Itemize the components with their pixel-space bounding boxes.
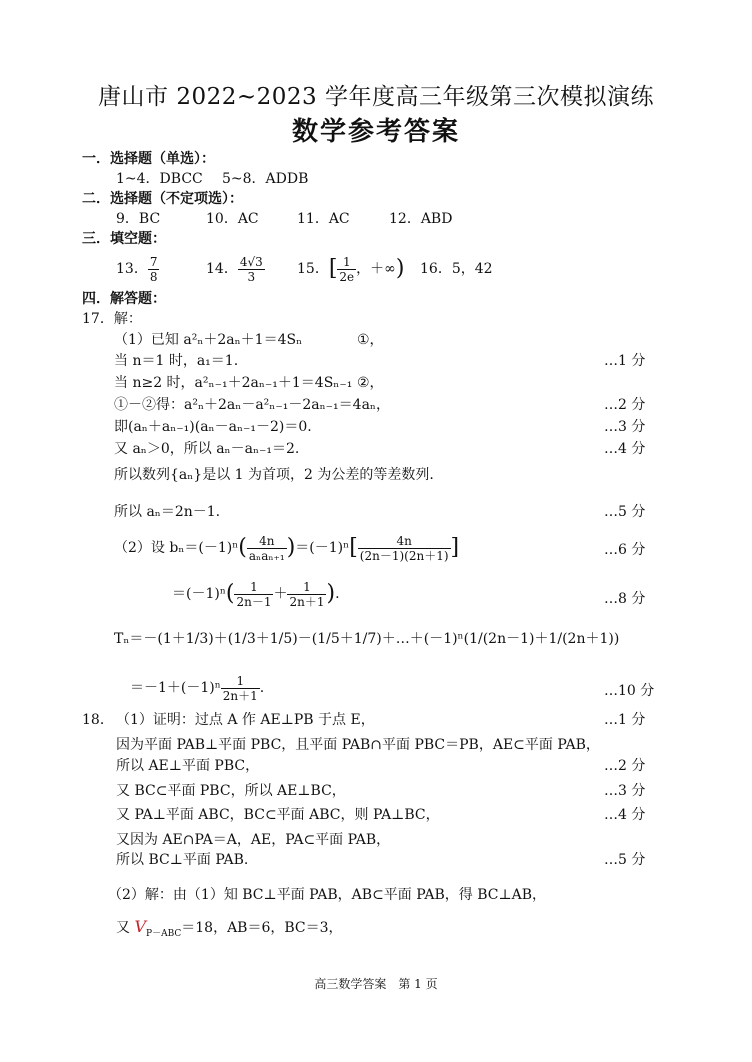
p17-tn-result: ＝－1＋(－1)ⁿ [130,680,221,696]
fraction-numerator: 1 [234,580,273,595]
score-18-1: …1 分 [604,712,646,728]
fraction-denominator: aₙaₙ₊₁ [248,548,285,563]
p18-line-4: 又 BC⊂平面 PBC，所以 AE⊥BC， [116,783,346,799]
p18-line-9-rest: ＝18，AB＝6，BC＝3， [181,920,343,936]
answer-10: 10．AC [206,211,259,227]
score-17-6: …6 分 [604,542,646,558]
answer-14-label: 14． [206,261,238,277]
p17-line-7: 所以数列{aₙ}是以 1 为首项，2 为公差的等差数列. [114,467,434,483]
fraction-denominator: 2n＋1 [289,594,325,609]
p17-frac-1 [247,534,287,563]
p17-bn-def: （2）设 bₙ＝(－1)ⁿ [114,540,239,556]
p18-line-9-prefix: 又 [116,920,135,936]
p17-line-9 [114,530,459,566]
score-17-4: …4 分 [604,441,646,457]
score-17-3: …3 分 [604,419,646,435]
p17-frac-4 [287,580,326,609]
p17-line-4: ①－②得：a²ₙ＋2aₙ－a²ₙ₋₁－2aₙ₋₁＝4aₙ， [114,397,390,413]
answer-12: 12．ABD [389,211,453,227]
section-multi-choice: 二．选择题（不定项选）： [82,191,243,207]
p18-line-5: 又 PA⊥平面 ABC，BC⊂平面 ABC，则 PA⊥BC， [116,807,440,823]
p18-line-1: （1）证明：过点 A 作 AE⊥PB 于点 E， [116,712,375,728]
p17-line-1-mark: ①， [357,332,384,348]
p17-frac-5 [221,674,260,703]
period: . [335,586,340,602]
left-bracket-icon: [ [328,256,338,281]
right-paren-icon: ) [395,256,405,281]
fraction-numerator: 1 [287,580,326,595]
p18-line-7: 所以 BC⊥平面 PAB. [116,852,249,868]
p17-bn-eq: ＝(－1)ⁿ [295,540,350,556]
bracket-close-icon: ] [450,535,460,560]
score-17-8: …8 分 [604,591,646,607]
p18-line-9 [116,918,343,937]
fraction-numerator: 4√3 [239,254,263,269]
score-18-2: …2 分 [604,758,646,774]
score-18-4: …4 分 [604,807,646,823]
answer-13 [116,252,159,286]
document-subtitle: 数学参考答案 [291,117,460,147]
p17-line-1: （1）已知 a²ₙ＋2aₙ＋1＝4Sₙ [114,332,303,348]
document-title: 唐山市 2022~2023 学年度高三年级第三次模拟演练 [98,84,654,110]
fraction-denominator: 2n＋1 [222,688,258,703]
fraction-denominator: 2e [339,269,355,284]
p18-line-2: 因为平面 PAB⊥平面 PBC，且平面 PAB∩平面 PBC＝PB，AE⊂平面 PAB， [116,737,600,753]
p17-line-8: 所以 aₙ＝2n－1. [114,504,221,520]
p17-line-3: 当 n≥2 时，a²ₙ₋₁＋2aₙ₋₁＋1＝4Sₙ₋₁ [114,375,353,391]
volume-subscript: P－ABC [146,928,182,939]
answer-14-fraction [238,255,265,284]
p17-bn-split: ＝(－1)ⁿ [172,586,226,602]
page-footer: 高三数学答案 第 1 页 [314,977,438,991]
plus-sign: ＋ [273,586,288,602]
p17-frac-3 [234,580,273,609]
p17-line-6: 又 aₙ＞0，所以 aₙ－aₙ₋₁＝2. [114,441,300,457]
fraction-denominator: (2n－1)(2n＋1) [359,548,449,563]
bracket-open-icon: [ [349,535,358,560]
section-fill-blank: 三．填空题： [82,231,166,247]
answer-15 [297,252,404,286]
volume-symbol: V [134,917,147,936]
answer-13-label: 13． [116,261,148,277]
fraction-denominator: 8 [149,269,158,284]
score-17-10: …10 分 [604,683,655,699]
score-17-2: …2 分 [604,397,646,413]
fraction-numerator: 1 [337,255,356,270]
answer-15-rest: ，＋∞ [356,261,396,277]
answer-13-fraction [148,255,160,284]
score-18-5: …5 分 [604,852,646,868]
fraction-numerator: 1 [221,674,260,689]
answer-9: 9．BC [116,211,161,227]
fraction-denominator: 3 [247,269,256,284]
answer-15-fraction [337,255,356,284]
paren-open-icon: ( [238,535,247,560]
fraction-numerator: 4n [358,534,451,549]
p17-line-3-mark: ②， [357,375,384,391]
score-18-3: …3 分 [604,783,646,799]
paren-close-icon: ) [326,581,336,606]
section-single-choice: 一．选择题（单选）： [82,151,215,167]
answer-16: 16．5，42 [420,261,493,277]
fraction-numerator: 4n [247,534,287,549]
p17-line-12 [130,670,264,706]
paren-close-icon: ) [286,535,296,560]
answer-14 [206,252,265,286]
paren-open-icon: ( [225,581,235,606]
score-17-1: …1 分 [604,353,646,369]
p17-line-10 [172,576,340,612]
section-solutions: 四．解答题： [82,291,166,307]
fraction-denominator: 2n－1 [236,594,272,609]
answer-5-8: 5~8．ADDB [222,171,309,187]
problem-17-heading: 17．解： [82,311,142,327]
p17-line-5: 即(aₙ＋aₙ₋₁)(aₙ－aₙ₋₁－2)＝0. [114,419,312,435]
answer-15-label: 15． [297,261,329,277]
problem-18-heading: 18． [82,712,114,728]
p18-line-6: 又因为 AE∩PA＝A，AE，PA⊂平面 PAB， [116,832,391,848]
fraction-numerator: 7 [149,254,158,269]
score-17-5: …5 分 [604,504,646,520]
answer-1-4: 1~4．DBCC [116,171,203,187]
p18-line-8: （2）解：由（1）知 BC⊥平面 PAB，AB⊂平面 PAB，得 BC⊥AB， [108,887,547,903]
period: . [259,680,265,696]
p17-frac-2 [358,534,451,563]
p18-line-3: 所以 AE⊥平面 PBC， [116,758,260,774]
p17-line-11: Tₙ＝－(1＋1/3)＋(1/3＋1/5)－(1/5＋1/7)＋…＋(－1)ⁿ(1/(2n－1)＋1/(2n＋1)) [114,631,620,647]
answer-11: 11．AC [297,211,350,227]
p17-line-2: 当 n＝1 时，a₁＝1. [114,353,239,369]
